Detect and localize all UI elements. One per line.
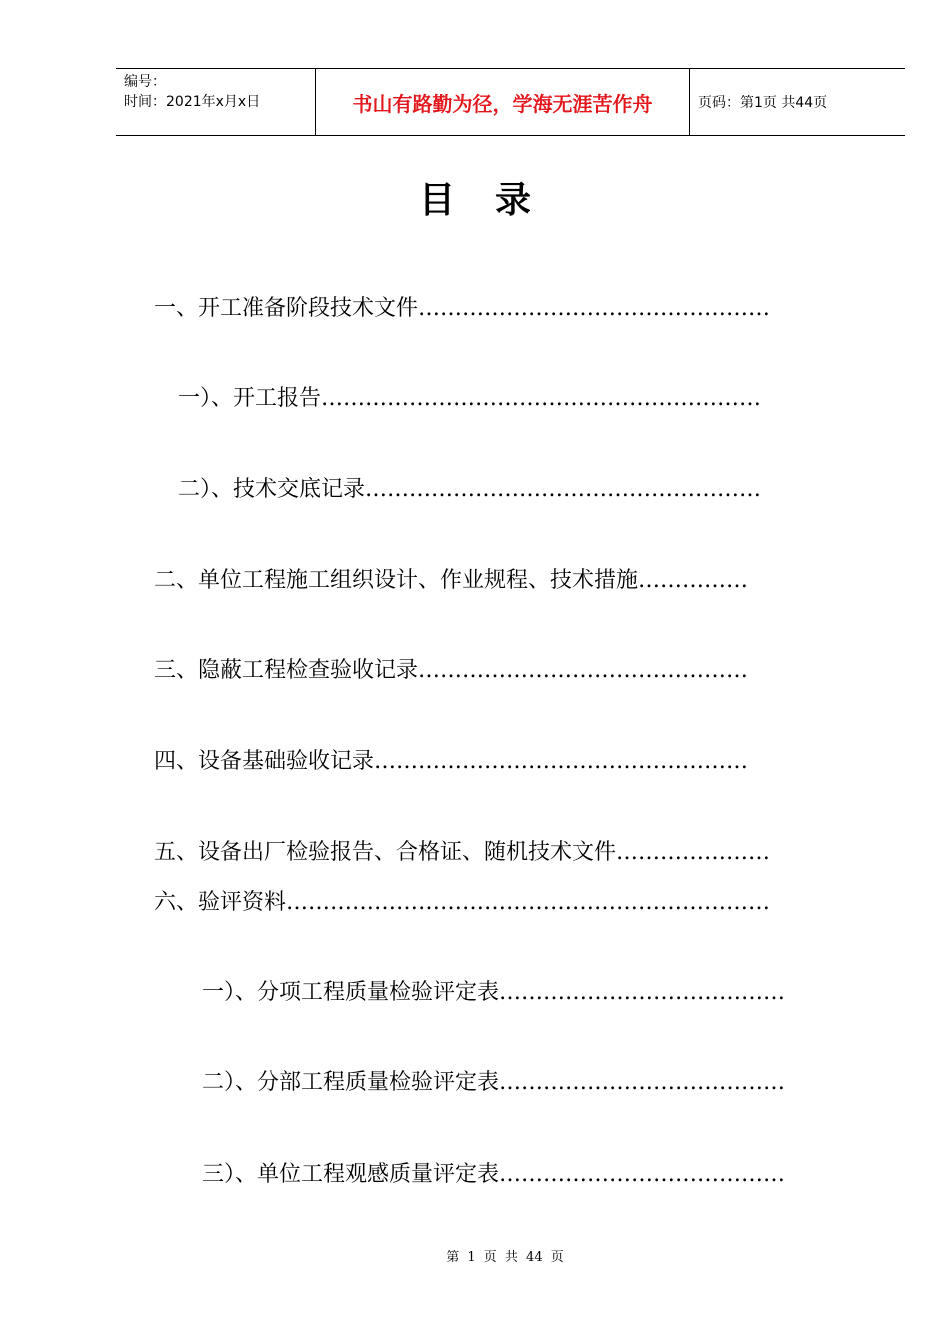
- page-title: 目录: [418, 180, 571, 221]
- toc-item: 二）、分部工程质量检验评定表…………………………………: [202, 1070, 786, 1095]
- page-header: [116, 68, 905, 136]
- toc-item: 四、设备基础验收记录……………………………………………: [154, 749, 749, 774]
- header-meta: [116, 69, 316, 135]
- page-footer: 第 1 页 共 44 页: [446, 1250, 564, 1265]
- toc-item: 一）、开工报告……………………………………………………: [178, 386, 762, 411]
- header-number: 编号：: [124, 74, 166, 90]
- toc-item: 三、隐蔽工程检查验收记录………………………………………: [154, 658, 749, 683]
- toc-item: 二、单位工程施工组织设计、作业规程、技术措施……………: [154, 568, 749, 593]
- toc-item: 二）、技术交底记录………………………………………………: [178, 477, 762, 502]
- toc-item: 五、设备出厂检验报告、合格证、随机技术文件…………………: [154, 840, 771, 865]
- toc-item: 一）、分项工程质量检验评定表…………………………………: [202, 980, 786, 1005]
- toc-item: 三）、单位工程观感质量评定表…………………………………: [202, 1162, 786, 1187]
- header-motto: 书山有路勤为径，学海无涯苦作舟: [316, 69, 690, 135]
- header-time: 时间：2021年x月x日: [124, 94, 261, 110]
- header-page-info: 页码：第1页 共44页: [698, 95, 828, 111]
- toc-item: 一、开工准备阶段技术文件…………………………………………: [154, 296, 771, 321]
- toc-item: 六、验评资料…………………………………………………………: [154, 890, 771, 915]
